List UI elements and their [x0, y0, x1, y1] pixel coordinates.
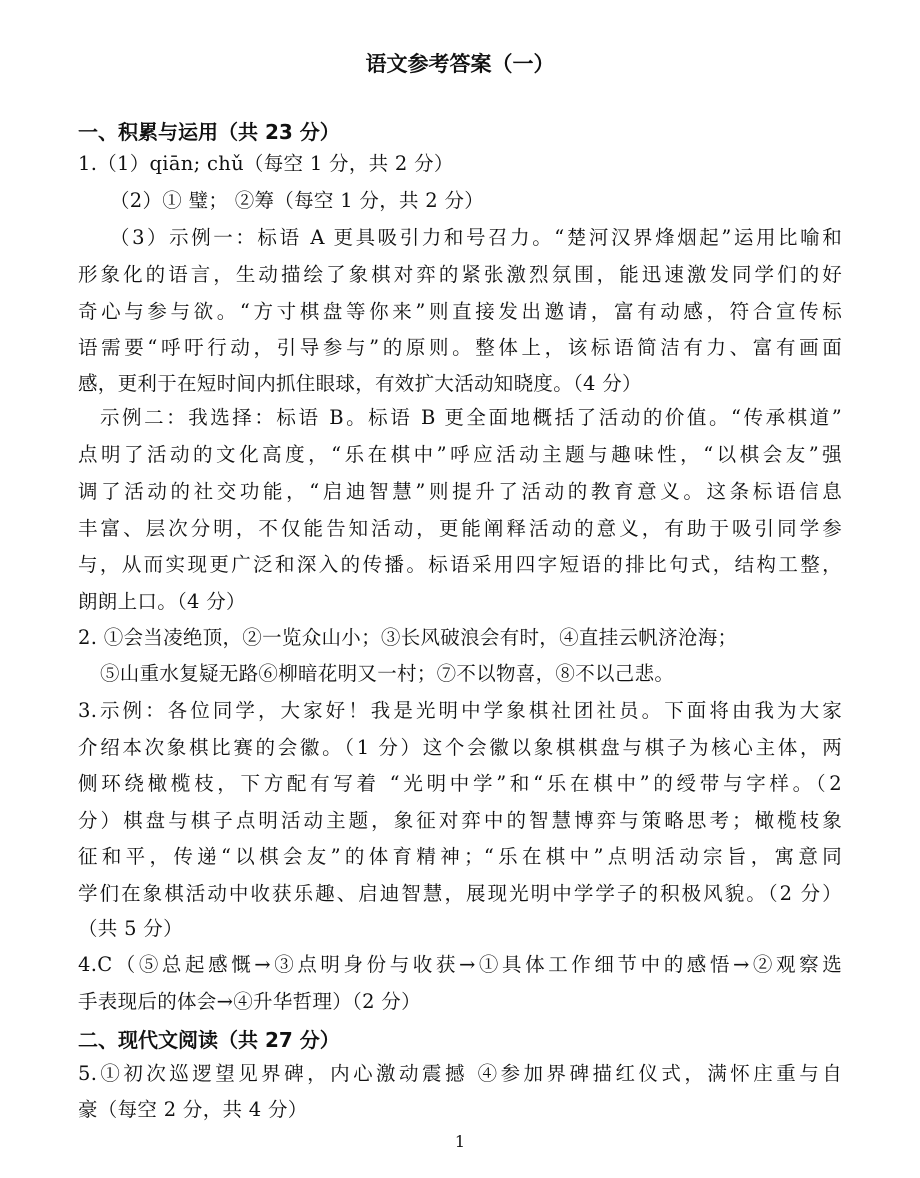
answer-line: 示例二：我选择：标语 B。标语 B 更全面地概括了活动的价值。“传承棋道”	[100, 406, 842, 429]
answer-line: 2. ①会当凌绝顶，②一览众山小；③长风破浪会有时，④直挂云帆济沧海；	[78, 626, 738, 649]
answer-line: 点明了活动的文化高度，“乐在棋中”呼应活动主题与趣味性，“以棋会友”强	[78, 443, 842, 466]
answer-line: （2）① 璧； ②筹（每空 1 分，共 2 分）	[110, 189, 485, 212]
answer-line: 丰富、层次分明，不仅能告知活动，更能阐释活动的意义，有助于吸引同学参	[78, 517, 842, 540]
answer-line: （共 5 分）	[78, 917, 183, 940]
answer-line: 感，更利于在短时间内抓住眼球，有效扩大活动知晓度。（4 分）	[78, 372, 642, 395]
answer-line: 豪（每空 2 分，共 4 分）	[78, 1098, 308, 1121]
answer-line: 语需要“呼吁行动，引导参与”的原则。整体上，该标语简洁有力、富有画面	[78, 336, 842, 359]
answer-line: 3.示例：各位同学，大家好！我是光明中学象棋社团社员。下面将由我为大家	[78, 699, 842, 722]
answer-line: 形象化的语言，生动描绘了象棋对弈的紧张激烈氛围，能迅速激发同学们的好	[78, 263, 842, 286]
answer-line: 奇心与参与欲。“方寸棋盘等你来”则直接发出邀请，富有动感，符合宣传标	[78, 300, 842, 323]
answer-line: 5.①初次巡逻望见界碑，内心激动震撼 ④参加界碑描红仪式，满怀庄重与自	[78, 1062, 842, 1085]
answer-line: 4.C（⑤总起感慨→③点明身份与收获→①具体工作细节中的感悟→②观察选	[78, 953, 842, 976]
page-number: 1	[454, 1132, 466, 1151]
answer-line: 侧环绕橄榄枝，下方配有写着 “光明中学”和“乐在棋中”的绶带与字样。（2	[78, 772, 842, 795]
answer-line: （3）示例一：标语 A 更具吸引力和号召力。“楚河汉界烽烟起”运用比喻和	[110, 226, 842, 249]
answer-line: 介绍本次象棋比赛的会徽。（1 分）这个会徽以象棋棋盘与棋子为核心主体，两	[78, 736, 842, 759]
answer-line: 分）棋盘与棋子点明活动主题，象征对弈中的智慧博弈与策略思考；橄榄枝象	[78, 809, 842, 832]
page-title: 语文参考答案（一）	[365, 52, 555, 76]
answer-line: 调了活动的社交功能，“启迪智慧”则提升了活动的教育意义。这条标语信息	[78, 480, 842, 503]
section-heading-1: 一、积累与运用（共 23 分）	[78, 120, 340, 144]
answer-line: ⑤山重水复疑无路⑥柳暗花明又一村；⑦不以物喜，⑧不以己悲。	[100, 662, 675, 685]
answer-line: 学们在象棋活动中收获乐趣、启迪智慧，展现光明中学学子的积极风貌。（2 分）	[78, 882, 842, 905]
answer-line: 与，从而实现更广泛和深入的传播。标语采用四字短语的排比句式，结构工整，	[78, 553, 842, 576]
answer-line: 1.（1）qiān; chǔ（每空 1 分，共 2 分）	[78, 152, 454, 175]
answer-line: 手表现后的体会→④升华哲理）（2 分）	[78, 990, 421, 1013]
answer-line: 征和平，传递“以棋会友”的体育精神；“乐在棋中”点明活动宗旨，寓意同	[78, 845, 842, 868]
section-heading-2: 二、现代文阅读（共 27 分）	[78, 1028, 340, 1052]
answer-line: 朗朗上口。（4 分）	[78, 590, 246, 613]
